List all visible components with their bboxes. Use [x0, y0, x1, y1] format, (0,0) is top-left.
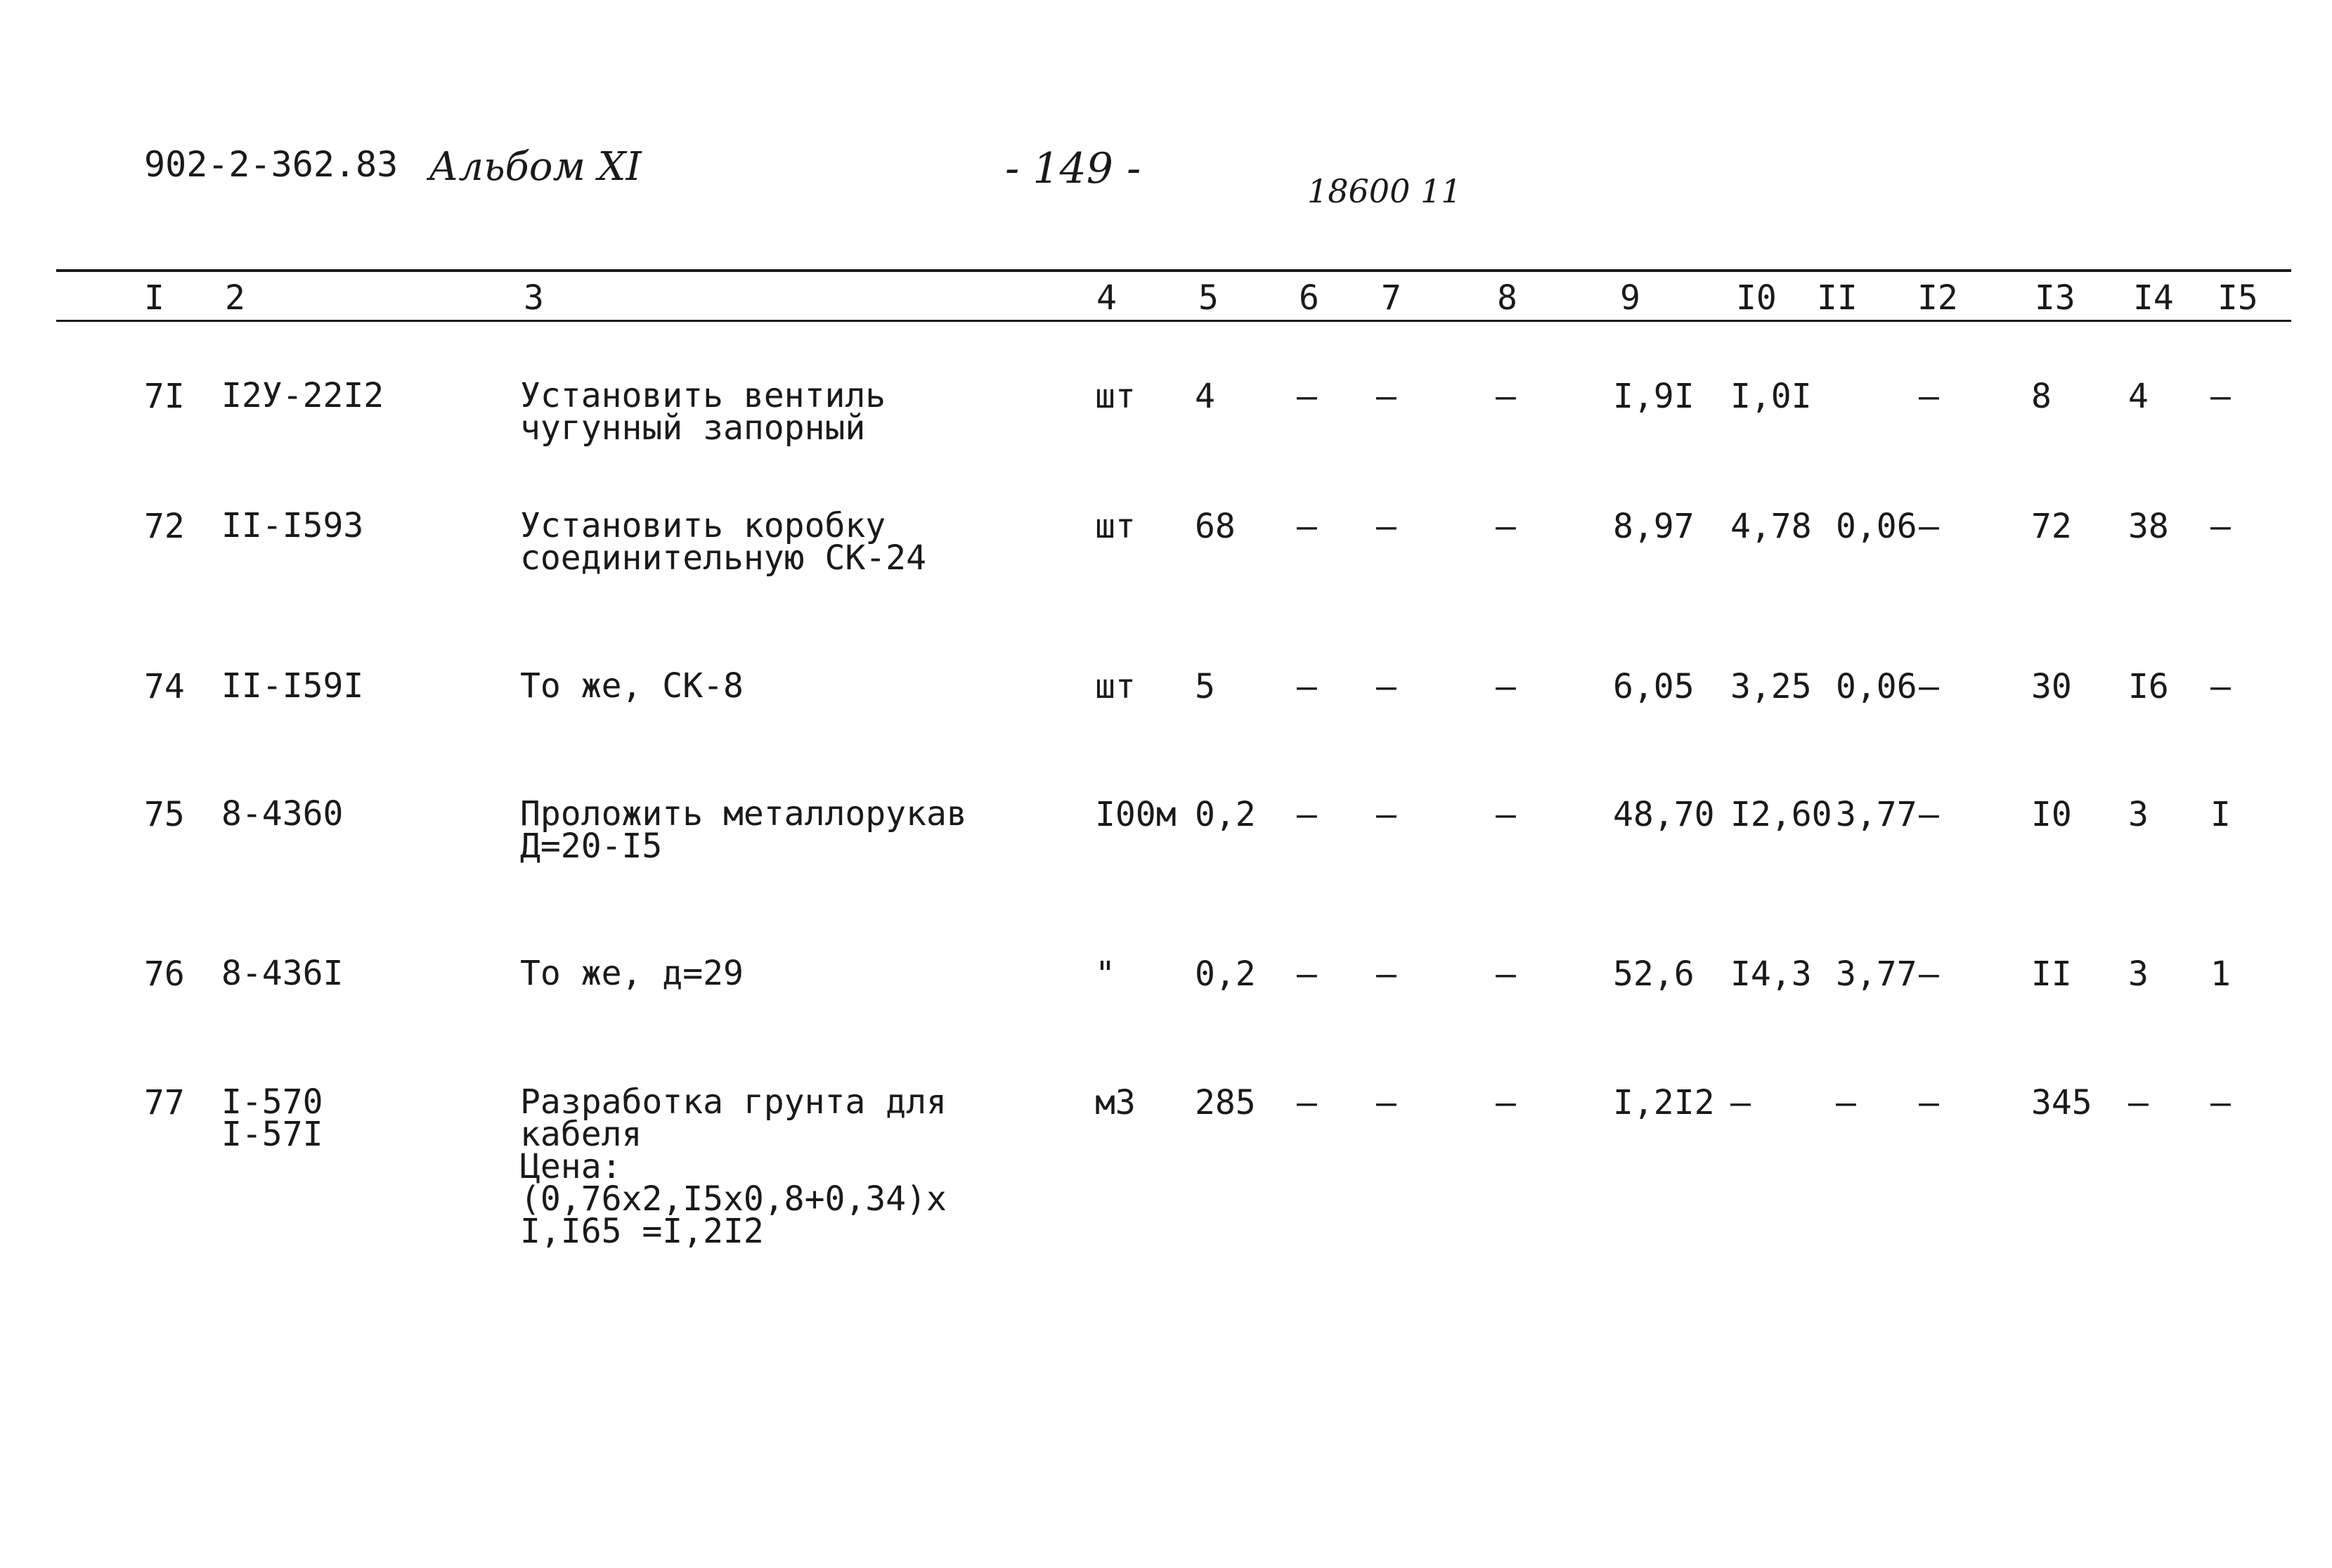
cell-c12: – [1919, 795, 1939, 834]
cell-code [221, 376, 384, 415]
cell-c14: 3 [2128, 795, 2149, 834]
column-header: 5 [1198, 278, 1219, 318]
cell-c13: I0 [2031, 795, 2072, 834]
column-header: 4 [1096, 278, 1117, 318]
cell-c8: – [1496, 667, 1516, 706]
code-line: I-57I [221, 1115, 323, 1154]
cell-c7: – [1376, 507, 1397, 546]
code-line: I-570 [221, 1082, 323, 1122]
cell-c15: – [2210, 507, 2231, 546]
description-line: То же, д=29 [520, 954, 744, 993]
column-header: 9 [1620, 278, 1640, 318]
cell-c11: – [1836, 1083, 1856, 1122]
cell-c11: 3,77 [1836, 954, 1917, 994]
cell-c15: – [2210, 377, 2231, 416]
cell-unit: " [1095, 954, 1115, 994]
cell-c12: – [1919, 667, 1939, 706]
cell-c15: – [2210, 1083, 2231, 1122]
code-line: 8-4360 [221, 794, 344, 834]
column-header: II [1817, 278, 1858, 318]
description-line: чугунный запорный [520, 408, 866, 448]
cell-c8: – [1496, 507, 1516, 546]
column-header: I [144, 278, 164, 318]
cell-c13: 72 [2031, 507, 2072, 546]
table-top-rule [56, 269, 2291, 272]
cell-c6: – [1297, 377, 1317, 416]
cell-code [221, 666, 364, 706]
cell-c8: – [1496, 377, 1516, 416]
cell-code [221, 794, 344, 834]
description-line: соединительную СК-24 [520, 538, 926, 578]
cell-c13: II [2031, 954, 2072, 994]
cell-n: 74 [144, 667, 185, 706]
code-line: I2У-22I2 [221, 376, 384, 415]
cell-c6: – [1297, 1083, 1317, 1122]
column-header: 2 [225, 278, 245, 318]
description-line: Проложить металлорукав [520, 794, 967, 834]
code-line: II-I59I [221, 666, 364, 706]
description-line: То же, СК-8 [520, 666, 744, 706]
cell-c13: 30 [2031, 667, 2072, 706]
code-line: II-I593 [221, 506, 364, 545]
cell-c12: – [1919, 954, 1939, 994]
cell-c7: – [1376, 954, 1397, 994]
cell-c9: 48,70 [1613, 795, 1715, 834]
document-code: 902-2-362.83 [144, 144, 399, 185]
cell-c6: – [1297, 795, 1317, 834]
cell-n: 77 [144, 1083, 185, 1122]
cell-c14: 38 [2128, 507, 2169, 546]
cell-c10: I4,3 [1730, 954, 1812, 994]
description-line: I,I65 =I,2I2 [520, 1212, 764, 1251]
cell-c10: 3,25 [1730, 667, 1812, 706]
cell-c15: – [2210, 667, 2231, 706]
cell-c11: 0,06 [1836, 507, 1917, 546]
album-label: Альбом XI [429, 144, 642, 190]
cell-qty: 5 [1195, 667, 1215, 706]
code-line: 8-436I [221, 954, 344, 993]
column-header: I0 [1736, 278, 1777, 318]
archive-note: 18600 11 [1307, 172, 1462, 210]
column-header: 7 [1381, 278, 1401, 318]
description-line: Д=20-I5 [520, 827, 663, 866]
column-header: I5 [2217, 278, 2258, 318]
cell-code [221, 1082, 323, 1154]
cell-c13: 8 [2031, 377, 2052, 416]
description-line: (0,76x2,I5x0,8+0,34)x [520, 1179, 947, 1219]
column-header: I3 [2035, 278, 2075, 318]
cell-c8: – [1496, 795, 1516, 834]
cell-c11: 3,77 [1836, 795, 1917, 834]
cell-c10: I2,60 [1730, 795, 1832, 834]
cell-c9: I,2I2 [1613, 1083, 1715, 1122]
cell-c7: – [1376, 667, 1397, 706]
cell-qty: 68 [1195, 507, 1236, 546]
description-line: Установить вентиль [520, 376, 886, 415]
cell-c10: – [1730, 1083, 1751, 1122]
cell-c10: 4,78 [1730, 507, 1812, 546]
cell-qty: 0,2 [1195, 795, 1256, 834]
table-header-rule [56, 320, 2291, 322]
cell-code [221, 506, 364, 545]
cell-n: 72 [144, 507, 185, 546]
cell-qty: 285 [1195, 1083, 1256, 1122]
cell-c15: I [2210, 795, 2231, 834]
cell-unit: шт [1095, 507, 1136, 546]
column-header: 6 [1299, 278, 1319, 318]
cell-n: 76 [144, 954, 185, 994]
cell-code [221, 954, 344, 993]
cell-unit: шт [1095, 667, 1136, 706]
cell-description [520, 1082, 947, 1251]
cell-description [520, 954, 744, 993]
cell-c7: – [1376, 1083, 1397, 1122]
cell-unit: м3 [1095, 1083, 1136, 1122]
cell-description [520, 794, 967, 866]
cell-c6: – [1297, 667, 1317, 706]
cell-c9: I,9I [1613, 377, 1695, 416]
cell-c14: 4 [2128, 377, 2149, 416]
description-line: Цена: [520, 1147, 622, 1186]
cell-qty: 4 [1195, 377, 1215, 416]
cell-description [520, 376, 886, 448]
column-header: 8 [1497, 278, 1517, 318]
cell-unit: I00м [1095, 795, 1177, 834]
cell-c11: 0,06 [1836, 667, 1917, 706]
cell-description [520, 506, 926, 578]
cell-c14: 3 [2128, 954, 2149, 994]
column-header: 3 [524, 278, 544, 318]
column-header: I2 [1917, 278, 1958, 318]
cell-c15: 1 [2210, 954, 2231, 994]
cell-c12: – [1919, 507, 1939, 546]
cell-c9: 8,97 [1613, 507, 1695, 546]
cell-unit: шт [1095, 377, 1136, 416]
cell-c9: 6,05 [1613, 667, 1695, 706]
cell-c7: – [1376, 377, 1397, 416]
description-line: Разработка грунта для [520, 1082, 947, 1122]
cell-c14: I6 [2128, 667, 2169, 706]
cell-qty: 0,2 [1195, 954, 1256, 994]
column-header: I4 [2133, 278, 2174, 318]
cell-c12: – [1919, 1083, 1939, 1122]
cell-description [520, 666, 744, 706]
cell-c8: – [1496, 954, 1516, 994]
cell-c13: 345 [2031, 1083, 2092, 1122]
cell-n: 7I [144, 377, 185, 416]
cell-c8: – [1496, 1083, 1516, 1122]
cell-c12: – [1919, 377, 1939, 416]
cell-c14: – [2128, 1083, 2149, 1122]
cell-c9: 52,6 [1613, 954, 1695, 994]
cell-c6: – [1297, 954, 1317, 994]
cell-c6: – [1297, 507, 1317, 546]
cell-n: 75 [144, 795, 185, 834]
cell-c7: – [1376, 795, 1397, 834]
description-line: Установить коробку [520, 506, 886, 545]
cell-c10: I,0I [1730, 377, 1812, 416]
page-number: - 149 - [1005, 144, 1141, 193]
description-line: кабеля [520, 1115, 642, 1154]
